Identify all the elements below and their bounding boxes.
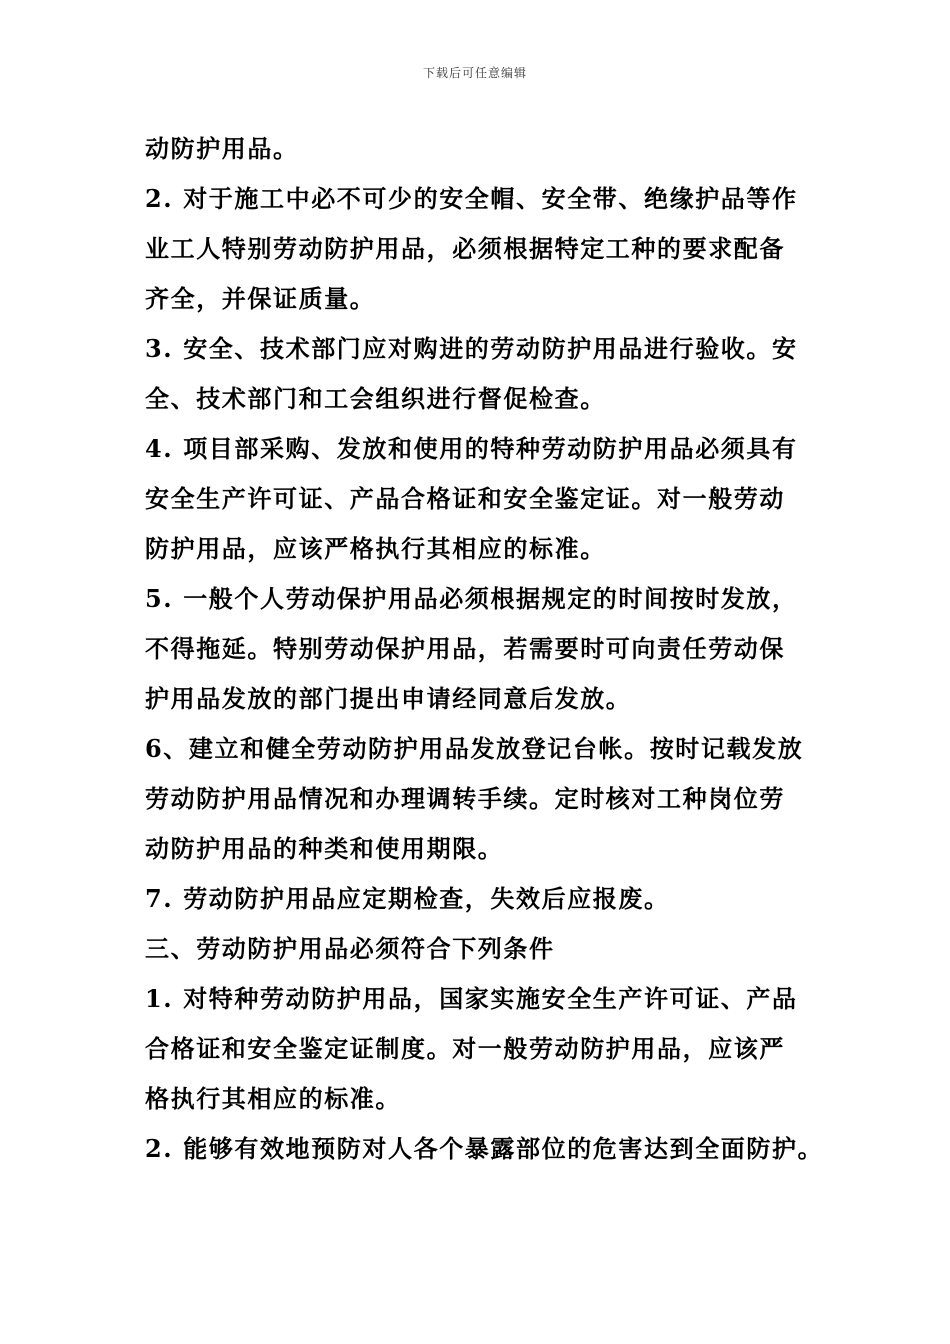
text-line: 不得拖延。特别劳动保护用品，若需要时可向责任劳动保	[145, 634, 785, 663]
text-line: 动防护用品。	[145, 134, 299, 163]
section-heading: 三、劳动防护用品必须符合下列条件	[145, 934, 555, 963]
text-line: 业工人特别劳动防护用品，必须根据特定工种的要求配备	[145, 234, 785, 263]
text-line: 4. 项目部采购、发放和使用的特种劳动防护用品必须具有	[145, 434, 798, 463]
text-line: 合格证和安全鉴定证制度。对一般劳动防护用品，应该严	[145, 1034, 785, 1063]
text-line: 防护用品，应该严格执行其相应的标准。	[145, 534, 606, 563]
text-line: 安全生产许可证、产品合格证和安全鉴定证。对一般劳动	[145, 484, 785, 513]
text-line: 2. 对于施工中必不可少的安全帽、安全带、绝缘护品等作	[145, 184, 798, 213]
text-line: 齐全，并保证质量。	[145, 284, 376, 313]
text-line: 全、技术部门和工会组织进行督促检查。	[145, 384, 606, 413]
text-line: 3. 安全、技术部门应对购进的劳动防护用品进行验收。安	[145, 334, 798, 363]
text-line: 7. 劳动防护用品应定期检查，失效后应报废。	[145, 884, 670, 913]
document-body	[145, 124, 825, 1174]
text-line: 动防护用品的种类和使用期限。	[145, 834, 504, 863]
page-header: 下载后可任意编辑	[422, 66, 527, 80]
text-line: 劳动防护用品情况和办理调转手续。定时核对工种岗位劳	[145, 784, 785, 813]
text-line: 5. 一般个人劳动保护用品必须根据规定的时间按时发放，	[145, 584, 798, 613]
text-line: 1. 对特种劳动防护用品，国家实施安全生产许可证、产品	[145, 984, 798, 1013]
text-line: 6、建立和健全劳动防护用品发放登记台帐。按时记载发放	[145, 734, 804, 763]
text-line: 格执行其相应的标准。	[145, 1084, 401, 1113]
text-line: 护用品发放的部门提出申请经同意后发放。	[145, 684, 632, 713]
text-line: 2. 能够有效地预防对人各个暴露部位的危害达到全面防护。	[145, 1134, 824, 1163]
